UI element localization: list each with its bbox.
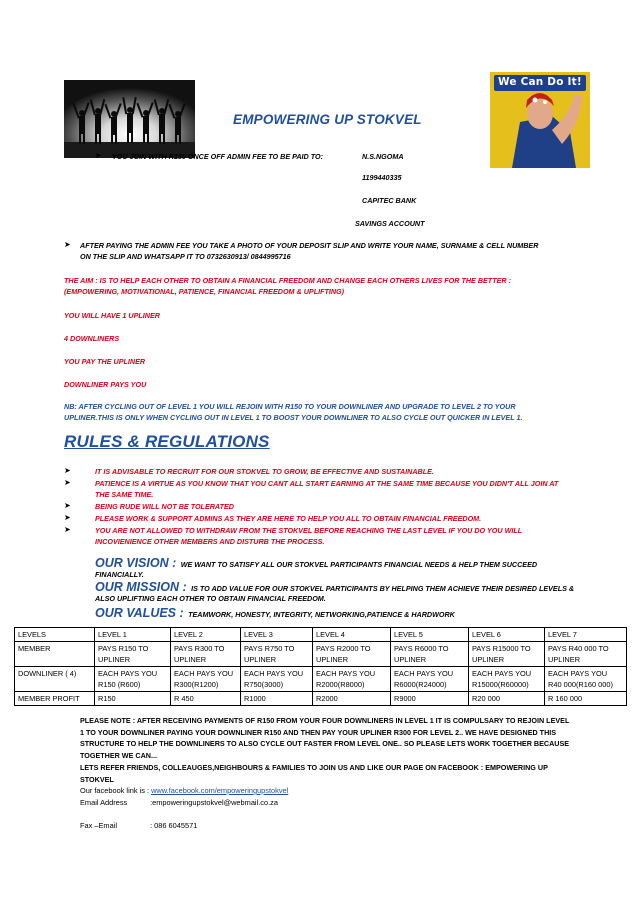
table-cell-line: R40 000(R160 000): [548, 680, 613, 689]
table-cell-line: R 160 000: [548, 694, 583, 703]
table-cell: [313, 667, 391, 692]
table-cell: [391, 642, 469, 667]
row-label-cell: MEMBER: [15, 642, 95, 667]
table-cell: [313, 692, 391, 706]
table-cell: [241, 642, 313, 667]
values-row: [95, 604, 455, 622]
table-cell-line: R1000: [244, 694, 266, 703]
upliner-text: YOU WILL HAVE 1 UPLINER: [64, 311, 160, 320]
rule-item-cont: THE SAME TIME.: [95, 490, 154, 499]
levels-table: [14, 627, 627, 706]
vision-row: [95, 554, 537, 572]
fax-value: : 086 6045571: [150, 821, 198, 830]
note-line: STRUCTURE TO HELP THE DOWNLINERS TO ALSO CYCLE OUT FASTER FROM LEVEL ONE.. SO PLEASE LETS WORK TOGETHER BECAUSE: [80, 739, 570, 749]
table-cell: [469, 642, 545, 667]
table-cell-line: EACH PAYS YOU: [548, 669, 608, 678]
table-header-cell: LEVEL 1: [95, 628, 171, 642]
table-row: [15, 667, 627, 692]
table-cell: [241, 692, 313, 706]
arrow-bullet-icon: ➤: [95, 151, 102, 160]
table-header-cell: LEVEL 3: [241, 628, 313, 642]
table-header-cell: LEVEL 7: [545, 628, 627, 642]
email-value: :empoweringupstokvel@webmail.co.za: [150, 798, 278, 807]
note-block: [80, 715, 569, 785]
table-cell-line: R 450: [174, 694, 194, 703]
rules-heading: RULES & REGULATIONS: [64, 432, 270, 451]
nb-line2: UPLINER.THIS IS ONLY WHEN CYCLING OUT IN LEVEL 1 TO BOOST YOUR DOWNLINER TO ALSO CYCLE OUT QUICKER IN LEVEL 1.: [64, 413, 523, 422]
page-title: EMPOWERING UP STOKVEL: [233, 112, 422, 127]
table-cell: [171, 667, 241, 692]
table-cell-line: UPLINER: [548, 655, 581, 664]
fax-label: Fax –Email: [80, 821, 117, 830]
table-header-cell: LEVELS: [15, 628, 95, 642]
pay-upliner-text: YOU PAY THE UPLINER: [64, 357, 146, 366]
table-cell-line: EACH PAYS YOU: [394, 669, 454, 678]
table-row: [15, 692, 627, 706]
table-cell-line: PAYS R15000 TO: [472, 644, 531, 653]
table-cell-line: UPLINER: [394, 655, 427, 664]
rule-item-cont: INCOVIENIENCE OTHER MEMBERS AND DISTURB THE PROCESS.: [95, 537, 325, 546]
table-cell-line: EACH PAYS YOU: [174, 669, 234, 678]
vision-text-cont: FINANCIALLY.: [95, 570, 144, 579]
table-cell-line: EACH PAYS YOU: [316, 669, 376, 678]
table-cell-line: R2000: [316, 694, 338, 703]
table-cell-line: UPLINER: [472, 655, 505, 664]
rule-item: PATIENCE IS A VIRTUE AS YOU KNOW THAT YOU CANT ALL START EARNING AT THE SAME TIME BECAUSE YOU DIDN'T ALL JOIN AT: [95, 479, 559, 488]
table-cell: [391, 692, 469, 706]
table-cell-line: R6000(R24000): [394, 680, 447, 689]
table-cell: [391, 667, 469, 692]
poster-text: We Can Do It!: [498, 76, 582, 88]
rule-item: BEING RUDE WILL NOT BE TOLERATED: [95, 502, 234, 511]
note-line: LETS REFER FRIENDS, COLLEAUGES,NEIGHBOURS & FAMILIES TO JOIN US AND LIKE OUR PAGE ON FACEBOOK : EMPOWERING UP: [80, 762, 548, 772]
mission-text-cont: ALSO UPLIFTING EACH OTHER TO OBTAIN FINANCIAL FREEDOM.: [95, 594, 326, 603]
account-number: 1199440335: [362, 173, 402, 182]
fax-row: [80, 820, 197, 832]
email-label: Email Address: [80, 798, 128, 807]
arrow-bullet-icon: ➤: [64, 501, 71, 510]
table-cell-line: EACH PAYS YOU: [472, 669, 532, 678]
note-line: STOKVEL: [80, 774, 114, 784]
table-cell-line: R750(3000): [244, 680, 284, 689]
table-cell-line: PAYS R40 000 TO: [548, 644, 609, 653]
email-row: [80, 797, 278, 809]
table-cell: [95, 667, 171, 692]
table-cell-line: UPLINER: [174, 655, 207, 664]
arrow-bullet-icon: ➤: [64, 525, 71, 534]
account-type: SAVINGS ACCOUNT: [355, 219, 425, 228]
table-header-cell: LEVEL 6: [469, 628, 545, 642]
table-cell-line: UPLINER: [244, 655, 277, 664]
table-cell: [313, 642, 391, 667]
vision-label: OUR VISION :: [95, 556, 177, 570]
table-header-cell: LEVEL 2: [171, 628, 241, 642]
table-cell-line: R300(R1200): [174, 680, 219, 689]
rule-item: YOU ARE NOT ALLOWED TO WITHDRAW FROM THE STOKVEL BEFORE REACHING THE LAST LEVEL IF YOU DO YOU WILL: [95, 526, 523, 535]
rule-item: IT IS ADVISABLE TO RECRUIT FOR OUR STOKVEL TO GROW, BE EFFECTIVE AND SUSTAINABLE.: [95, 467, 434, 476]
table-cell-line: EACH PAYS YOU: [244, 669, 304, 678]
after-paying-line2: ON THE SLIP AND WHATSAPP IT TO 0732630913/ 0844995716: [80, 252, 291, 261]
facebook-link[interactable]: www.facebook.com/empoweringupstokvel: [151, 786, 289, 795]
table-cell-line: UPLINER: [98, 655, 131, 664]
payee-name: N.S.NGOMA: [362, 152, 404, 161]
table-cell: [545, 642, 627, 667]
table-cell-line: EACH PAYS YOU: [98, 669, 158, 678]
table-cell-line: PAYS R750 TO: [244, 644, 295, 653]
downliner-pays-text: DOWNLINER PAYS YOU: [64, 380, 147, 389]
aim-line1: THE AIM : IS TO HELP EACH OTHER TO OBTAIN A FINANCIAL FREEDOM AND CHANGE EACH OTHERS LIVES FOR THE BETTER :: [64, 276, 511, 285]
table-cell-line: R9000: [394, 694, 416, 703]
table-cell: [545, 692, 627, 706]
table-cell: [545, 667, 627, 692]
row-label-cell: MEMBER PROFIT: [15, 692, 95, 706]
join-fee-text: YOU JOIN WITH R150 ONCE OFF ADMIN FEE TO BE PAID TO:: [112, 152, 323, 161]
row-label-cell: DOWNLINER ( 4): [15, 667, 95, 692]
aim-line2: (EMPOWERING, MOTIVATIONAL, PATIENCE, FINANCIAL FREEDOM & UPLIFTING): [64, 287, 345, 296]
table-cell-line: PAYS R150 TO: [98, 644, 149, 653]
mission-label: OUR MISSION :: [95, 580, 187, 594]
table-header-cell: LEVEL 4: [313, 628, 391, 642]
table-cell: [469, 692, 545, 706]
table-cell-line: R150 (R600): [98, 680, 141, 689]
note-line: TOGETHER WE CAN...: [80, 751, 157, 761]
table-row: [15, 642, 627, 667]
table-cell-line: R2000(R8000): [316, 680, 365, 689]
table-header-cell: LEVEL 5: [391, 628, 469, 642]
arrow-bullet-icon: ➤: [64, 513, 71, 522]
table-cell: [95, 642, 171, 667]
downliners-text: 4 DOWNLINERS: [64, 334, 120, 343]
we-can-do-it-poster: [490, 72, 590, 168]
table-cell: [171, 692, 241, 706]
table-cell-line: PAYS R6000 TO: [394, 644, 449, 653]
table-cell-line: R150: [98, 694, 116, 703]
table-cell: [95, 692, 171, 706]
mission-text: IS TO ADD VALUE FOR OUR STOKVEL PARTICIPANTS BY HELPING THEM ACHIEVE THEIR DESIRED LEVELS &: [191, 584, 575, 593]
nb-line1: NB: AFTER CYCLING OUT OF LEVEL 1 YOU WILL REJOIN WITH R150 TO YOUR DOWNLINER AND UPGRADE TO LEVEL 2 TO YOUR: [64, 402, 516, 411]
table-cell: [469, 667, 545, 692]
table-cell-line: R15000(R60000): [472, 680, 529, 689]
arrow-bullet-icon: ➤: [64, 240, 71, 249]
table-cell-line: PAYS R300 TO: [174, 644, 225, 653]
values-label: OUR VALUES :: [95, 606, 184, 620]
table-cell: [171, 642, 241, 667]
facebook-row: [80, 785, 288, 797]
arrow-bullet-icon: ➤: [64, 466, 71, 475]
table-cell: [241, 667, 313, 692]
table-header-row: [15, 628, 627, 642]
bank-name: CAPITEC BANK: [362, 196, 417, 205]
arrow-bullet-icon: ➤: [64, 478, 71, 487]
note-line: PLEASE NOTE : AFTER RECEIVING PAYMENTS OF R150 FROM YOUR FOUR DOWNLINERS IN LEVEL 1 IT IS COMPULSARY TO REJOIN LEVEL: [80, 716, 570, 725]
note-line: 1 TO YOUR DOWNLINER PAYING YOUR DOWNLINER R150 AND THEN PAY YOUR UPLINER R300 FOR LEVEL 2.. WE HAVE DESIGNED THIS: [80, 727, 557, 737]
table-cell-line: UPLINER: [316, 655, 349, 664]
values-text: TEAMWORK, HONESTY, INTEGRITY, NETWORKING,PATIENCE & HARDWORK: [188, 610, 455, 619]
table-cell-line: R20 000: [472, 694, 500, 703]
vision-text: WE WANT TO SATISFY ALL OUR STOKVEL PARTICIPANTS FINANCIAL NEEDS & HELP THEM SUCCEED: [180, 560, 538, 569]
silhouettes-image: [64, 80, 195, 158]
rule-item: PLEASE WORK & SUPPORT ADMINS AS THEY ARE HERE TO HELP YOU ALL TO OBTAIN FINANCIAL FREEDOM.: [95, 514, 482, 523]
table-cell-line: PAYS R2000 TO: [316, 644, 371, 653]
facebook-label: Our facebook link is :: [80, 786, 150, 795]
after-paying-line1: AFTER PAYING THE ADMIN FEE YOU TAKE A PHOTO OF YOUR DEPOSIT SLIP AND WRITE YOUR NAME, SURNAME & CELL NUMBER: [80, 241, 539, 250]
